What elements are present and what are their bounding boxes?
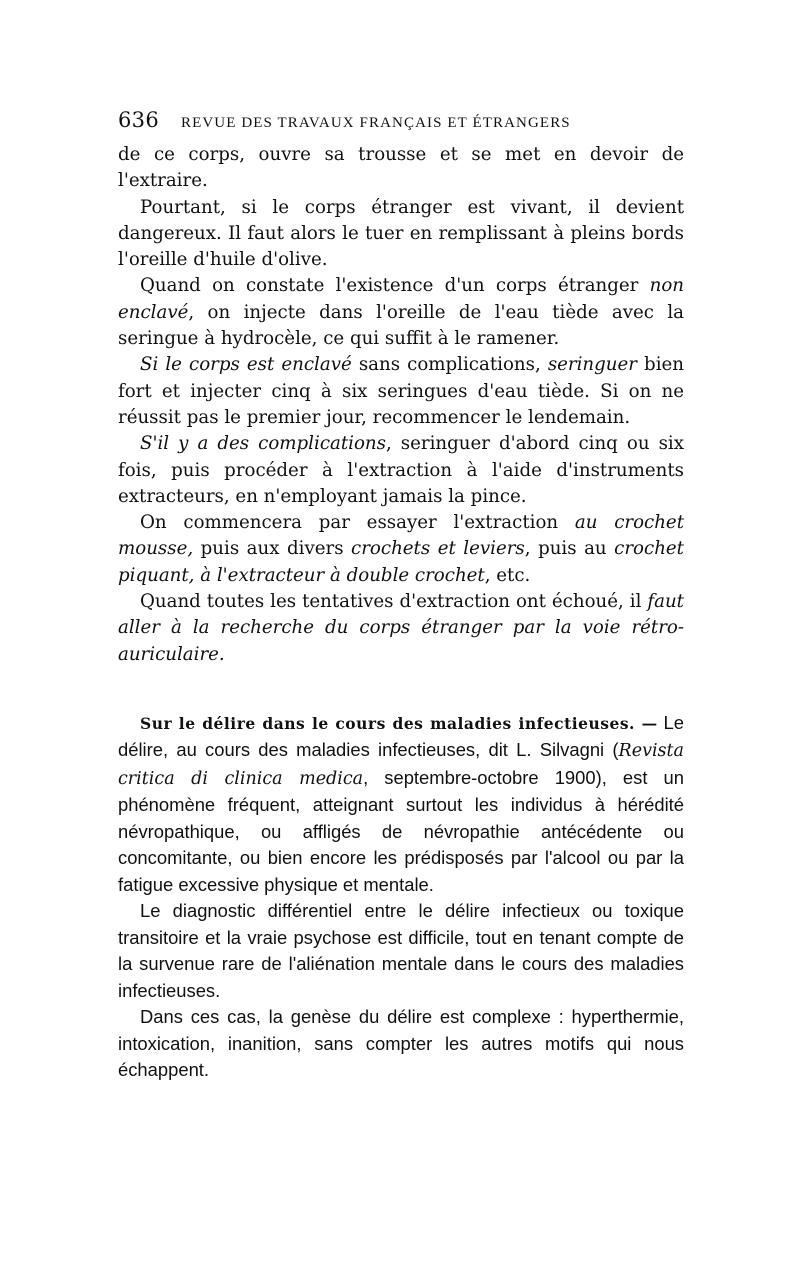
text-run: Quand on constate l'existence d'un corps étranger	[140, 275, 650, 297]
running-head	[118, 108, 684, 142]
paragraph	[118, 589, 684, 668]
paragraph-text: Pourtant, si le corps étranger est vivant, il devient dangereux. Il faut alors le tuer en remplissant à pleins bords l'oreille d'huile d'olive.	[118, 196, 684, 271]
text-run: , on injecte dans l'oreille de l'eau tiède avec la seringue à hydrocèle, ce qui suffit à le ramener.	[118, 301, 684, 350]
italic-run: crochet piquant, à l'extracteur à double crochet	[118, 538, 684, 586]
running-head-title: REVUE DES TRAVAUX FRANÇAIS ET ÉTRANGERS	[180, 115, 571, 131]
text-run: puis aux divers	[193, 538, 352, 560]
text-run: , puis au	[524, 538, 615, 560]
paragraph-text: de ce corps, ouvre sa trousse et se met en devoir de l'extraire.	[118, 144, 684, 192]
paragraph	[118, 142, 684, 195]
paragraph	[118, 710, 684, 899]
text-run: bien fort et injecter cinq à six seringues d'eau tiède. Si on ne réussit pas le premier jour, recommencer le lendemain.	[118, 354, 684, 428]
paragraph	[118, 195, 684, 274]
italic-run: crochets et leviers	[351, 538, 525, 560]
section-delirium-infectious-diseases	[118, 710, 684, 1084]
text-run: , etc.	[484, 564, 531, 586]
italic-run: seringuer	[547, 354, 637, 376]
italic-run: faut aller à la recherche du corps étranger par la voie rétro-auriculaire.	[118, 591, 684, 665]
text-run: , septembre-octobre 1900), est un phénomène fréquent, atteignant surtout les individus à hérédité névropathique, ou affligés de névropathie antécédente ou concomitante, ou bien encore les prédisposés par l'alcool ou par la fatigue excessive physique et mentale.	[118, 766, 684, 895]
section-heading: Sur le délire dans le cours des maladies infectieuses. —	[140, 713, 658, 733]
italic-run: S'il y a des complications	[140, 433, 386, 455]
italic-run: au crochet mousse,	[118, 512, 684, 560]
paragraph	[118, 352, 684, 431]
paragraph	[118, 1004, 684, 1084]
paragraph	[118, 898, 684, 1004]
paragraph-text: Dans ces cas, la genèse du délire est complexe : hyperthermie, intoxication, inanition, sans compter les autres motifs qui nous échappent.	[118, 1006, 684, 1081]
page-number: 636	[118, 108, 159, 132]
paragraph	[118, 510, 684, 589]
italic-run: non enclavé	[118, 275, 684, 323]
text-run: Quand toutes les tentatives d'extraction ont échoué, il	[140, 591, 648, 613]
paragraph-text: Le diagnostic différentiel entre le délire infectieux ou toxique transitoire et la vraie psychose est difficile, tout en tenant compte de la survenue rare de l'aliénation mentale dans le cours des maladies infectieuses.	[118, 900, 684, 1001]
italic-run: Revista critica di clinica medica	[118, 741, 684, 789]
text-run: On commencera par essayer l'extraction	[140, 512, 575, 534]
paragraph	[118, 273, 684, 352]
italic-run: Si le corps est enclavé	[140, 354, 352, 376]
section-foreign-body-extraction	[118, 142, 684, 668]
text-run: sans complications,	[351, 354, 548, 376]
book-page	[118, 108, 684, 1084]
text-run: , seringuer d'abord cinq ou six fois, puis procéder à l'extraction à l'aide d'instruments extracteurs, en n'employant jamais la pince.	[118, 433, 684, 507]
paragraph	[118, 431, 684, 510]
text-run: Le délire, au cours des maladies infectieuses, dit L. Silvagni (	[118, 711, 684, 761]
